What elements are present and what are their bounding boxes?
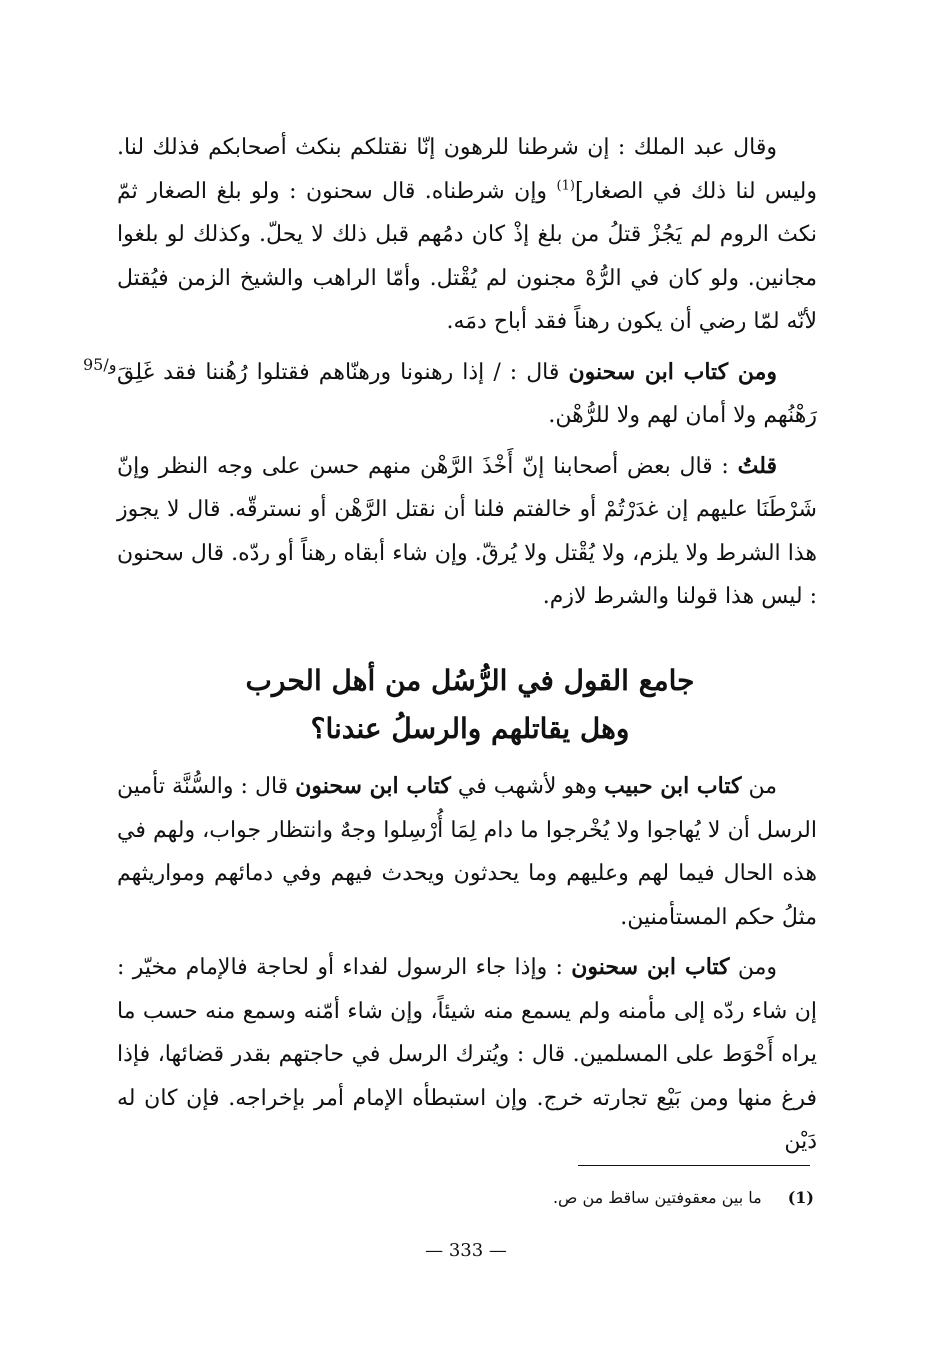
- paragraph-text: وإن شرطناه. قال سحنون : ولو بلغ الصغار ثمّ نكث الروم لم يَجُزْ قتلُ من بلغ إذْ كان دمُهم قبل ذلك لا يحلّ. وكذلك لو بلغوا مجانين. ولو كان في الرُّهْ مجنون لم يُقْتل. وأمّا الراهب والشيخ الزمن فيُقتل لأنّه لمّا رضي أن يكون رهناً فقد أباح دمَه.: [117, 178, 817, 334]
- source-citation: كتاب ابن سحنون: [295, 773, 451, 799]
- heading-line-1: جامع القول في الرُّسُل من أهل الحرب: [245, 664, 695, 697]
- paragraph-messenger: [117, 946, 817, 1164]
- top-text-block: [117, 126, 817, 619]
- footnote-marker: (1): [787, 1188, 814, 1207]
- source-citation: ومن كتاب ابن سحنون: [568, 358, 777, 385]
- paragraph-ibn-habib: [117, 765, 817, 939]
- paragraph-qultu: [117, 445, 817, 619]
- folio-margin-note: 95/و: [83, 355, 117, 374]
- paragraph-text: وهو لأشهب في: [450, 774, 605, 799]
- paragraph-text: من: [741, 774, 778, 799]
- source-citation: كتاب ابن حبيب: [604, 773, 742, 799]
- paragraph-text: ومن: [729, 955, 778, 980]
- paragraph-text: وقال عبد الملك : إن شرطنا للرهون إنّا نقتلكم بنكث أصحابكم فذلك لنا. وليس لنا ذلك في الصغار]: [117, 135, 818, 204]
- paragraph-abd-al-malik: [117, 126, 817, 344]
- paragraph-text: قال : / إذا رهنونا ورهنّاهم فقتلوا رُهُننا فقد غَلِقَ رَهْنُهم ولا أمان لهم ولا للرُّهْن.: [117, 359, 817, 428]
- paragraph-text: : قال بعض أصحابنا إنّ أَخْذَ الرَّهْن منهم حسن على وجه النظر وإنّ شَرْطَنَا عليهم إن غدَرْتُمْ أو خالفتم فلنا أن نقتل الرَّهْن أو نسترقّه. قال لا يجوز هذا الشرط ولا يلزم، ولا يُقْتل ولا يُرقّ. وإن شاء أبقاه رهناً أو ردّه. قال سحنون : ليس هذا قولنا والشرط لازم.: [117, 453, 817, 609]
- footnote: [214, 1183, 814, 1213]
- section-heading: [200, 657, 740, 753]
- footnote-text: ما بين معقوفتين ساقط من ص.: [552, 1188, 762, 1207]
- paragraph-ibn-sahnun-hostages: [117, 351, 817, 438]
- paragraph-text: : وإذا جاء الرسول لفداء أو لحاجة فالإمام مخيّر : إن شاء ردّه إلى مأمنه ولم يسمع منه شيئاً، وإن شاء أمّنه وسمع منه حسب ما يراه أَحْوَط على المسلمين. قال : ويُترك الرسل في حاجتهم بقدر قضائها، فإذا فرغ منها ومن بَيْع تجارته خرج. وإن استبطأه الإمام أمر بإخراجه. فإن كان له دَيْن: [117, 955, 817, 1154]
- source-citation: قلتُ: [737, 452, 777, 479]
- bottom-text-block: [117, 765, 817, 1164]
- heading-line-2: وهل يقاتلهم والرسلُ عندنا؟: [310, 712, 630, 745]
- page-number: — 333 —: [425, 1240, 507, 1261]
- source-citation: كتاب ابن سحنون: [571, 954, 730, 980]
- footnote-divider: [578, 1165, 810, 1166]
- footnote-reference: (1): [556, 178, 575, 194]
- paragraph-text: قال : والسُّنَّة تأمين الرسل أن لا يُهاجوا ولا يُخْرجوا ما دام لِمَا أُرْسِلوا وجهٌ وانتظار جواب، ولهم في هذه الحال فيما لهم وعليهم وما يحدثون ويحدث فيهم وفي دمائهم ومواريثهم مثلُ حكم المستأمنين.: [117, 774, 817, 930]
